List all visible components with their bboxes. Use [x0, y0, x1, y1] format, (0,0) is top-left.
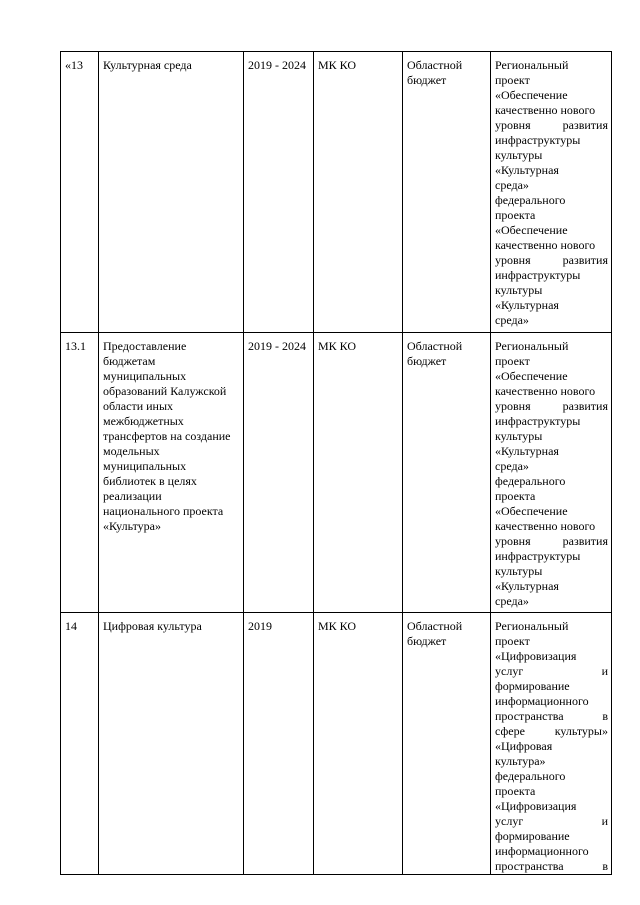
- project-link-cell: [491, 613, 612, 875]
- project-link-line: Региональный: [495, 58, 569, 72]
- project-link-line: информационного: [495, 844, 589, 858]
- measure-name-line: Цифровая культура: [103, 619, 202, 633]
- project-link-line: инфраструктуры: [495, 549, 581, 563]
- project-link-line: качественно нового: [495, 384, 596, 398]
- project-link-cell: [491, 333, 612, 613]
- table-row: [61, 613, 612, 875]
- executor-cell: [314, 613, 403, 875]
- funding-source-line: Областной: [407, 619, 463, 633]
- project-link-line: «Цифровизация: [495, 799, 577, 813]
- project-link-line: «Обеспечение: [495, 504, 568, 518]
- project-link-line: культуры: [495, 148, 543, 162]
- project-link-line: «Обеспечение: [495, 88, 568, 102]
- funding-source-cell: [403, 613, 491, 875]
- measure-name-line: образований Калужской: [103, 384, 227, 398]
- project-link-line: «Обеспечение: [495, 223, 568, 237]
- row-number-cell: [61, 613, 99, 875]
- project-link-line: среда»: [495, 594, 529, 608]
- funding-source-line: Областной: [407, 339, 463, 353]
- project-link-line: качественно нового: [495, 519, 596, 533]
- measure-name-line: Предоставление: [103, 339, 187, 353]
- measure-name-line: реализации: [103, 489, 162, 503]
- project-link-cell: [491, 52, 612, 333]
- implementation-years: 2019: [248, 619, 272, 633]
- project-link-line: уровня развития: [495, 118, 608, 132]
- implementation-years: 2019 - 2024: [248, 339, 306, 353]
- measure-name-line: межбюджетных: [103, 414, 184, 428]
- program-table: [60, 51, 612, 875]
- project-link-line: услуг и: [495, 814, 608, 828]
- executor: МК КО: [318, 58, 357, 72]
- project-link-line: Региональный: [495, 339, 569, 353]
- table-row: [61, 52, 612, 333]
- project-link-line: «Культурная: [495, 579, 559, 593]
- executor: МК КО: [318, 619, 357, 633]
- project-link-line: информационного: [495, 694, 589, 708]
- table-row: [61, 333, 612, 613]
- project-link-line: инфраструктуры: [495, 133, 581, 147]
- project-link-line: сфере культуры»: [495, 724, 608, 738]
- measure-name-line: библиотек в целях: [103, 474, 197, 488]
- project-link-line: уровня развития: [495, 534, 608, 548]
- project-link-line: проект: [495, 634, 530, 648]
- project-link-line: «Цифровая: [495, 739, 553, 753]
- measure-name-line: муниципальных: [103, 459, 187, 473]
- measure-name-cell: [99, 52, 244, 333]
- project-link-line: «Цифровизация: [495, 649, 577, 663]
- project-link-line: Региональный: [495, 619, 569, 633]
- project-link-line: проекта: [495, 208, 536, 222]
- project-link-line: уровня развития: [495, 253, 608, 267]
- project-link-line: уровня развития: [495, 399, 608, 413]
- funding-source-cell: [403, 52, 491, 333]
- measure-name-line: Культурная среда: [103, 58, 192, 72]
- measure-name-line: национального проекта: [103, 504, 224, 518]
- project-link-line: культуры: [495, 564, 543, 578]
- project-link-line: культуры: [495, 283, 543, 297]
- project-link-line: среда»: [495, 459, 529, 473]
- funding-source-cell: [403, 333, 491, 613]
- row-number-cell: [61, 52, 99, 333]
- implementation-years: 2019 - 2024: [248, 58, 306, 72]
- project-link-line: проекта: [495, 784, 536, 798]
- measure-name-cell: [99, 613, 244, 875]
- funding-source-line: бюджет: [407, 354, 447, 368]
- executor: МК КО: [318, 339, 357, 353]
- project-link-line: «Культурная: [495, 163, 559, 177]
- measure-name-line: «Культура»: [103, 519, 161, 533]
- years-cell: [244, 333, 314, 613]
- project-link-line: среда»: [495, 178, 529, 192]
- row-number: 13.1: [65, 339, 86, 353]
- project-link-line: «Культурная: [495, 444, 559, 458]
- project-link-line: пространства в: [495, 859, 608, 873]
- project-link-line: среда»: [495, 313, 529, 327]
- project-link-line: проекта: [495, 489, 536, 503]
- project-link-line: федерального: [495, 769, 566, 783]
- funding-source-line: Областной: [407, 58, 463, 72]
- project-link-line: федерального: [495, 474, 566, 488]
- table-body: [61, 52, 612, 875]
- row-number-cell: [61, 333, 99, 613]
- row-number: 14: [65, 619, 77, 633]
- project-link-line: качественно нового: [495, 103, 596, 117]
- row-number: «13: [65, 58, 83, 72]
- project-link-line: культуры: [495, 429, 543, 443]
- funding-source-line: бюджет: [407, 634, 447, 648]
- project-link-line: пространства в: [495, 709, 608, 723]
- project-link-line: культура»: [495, 754, 546, 768]
- funding-source-line: бюджет: [407, 73, 447, 87]
- project-link-line: инфраструктуры: [495, 414, 581, 428]
- measure-name-line: модельных: [103, 444, 160, 458]
- years-cell: [244, 613, 314, 875]
- project-link-line: «Культурная: [495, 298, 559, 312]
- project-link-line: формирование: [495, 679, 570, 693]
- project-link-line: «Обеспечение: [495, 369, 568, 383]
- project-link-line: инфраструктуры: [495, 268, 581, 282]
- measure-name-line: трансфертов на создание: [103, 429, 231, 443]
- executor-cell: [314, 52, 403, 333]
- years-cell: [244, 52, 314, 333]
- project-link-line: формирование: [495, 829, 570, 843]
- measure-name-line: бюджетам: [103, 354, 156, 368]
- executor-cell: [314, 333, 403, 613]
- project-link-line: федерального: [495, 193, 566, 207]
- project-link-line: услуг и: [495, 664, 608, 678]
- project-link-line: качественно нового: [495, 238, 596, 252]
- measure-name-line: области иных: [103, 399, 174, 413]
- measure-name-line: муниципальных: [103, 369, 187, 383]
- measure-name-cell: [99, 333, 244, 613]
- project-link-line: проект: [495, 73, 530, 87]
- project-link-line: проект: [495, 354, 530, 368]
